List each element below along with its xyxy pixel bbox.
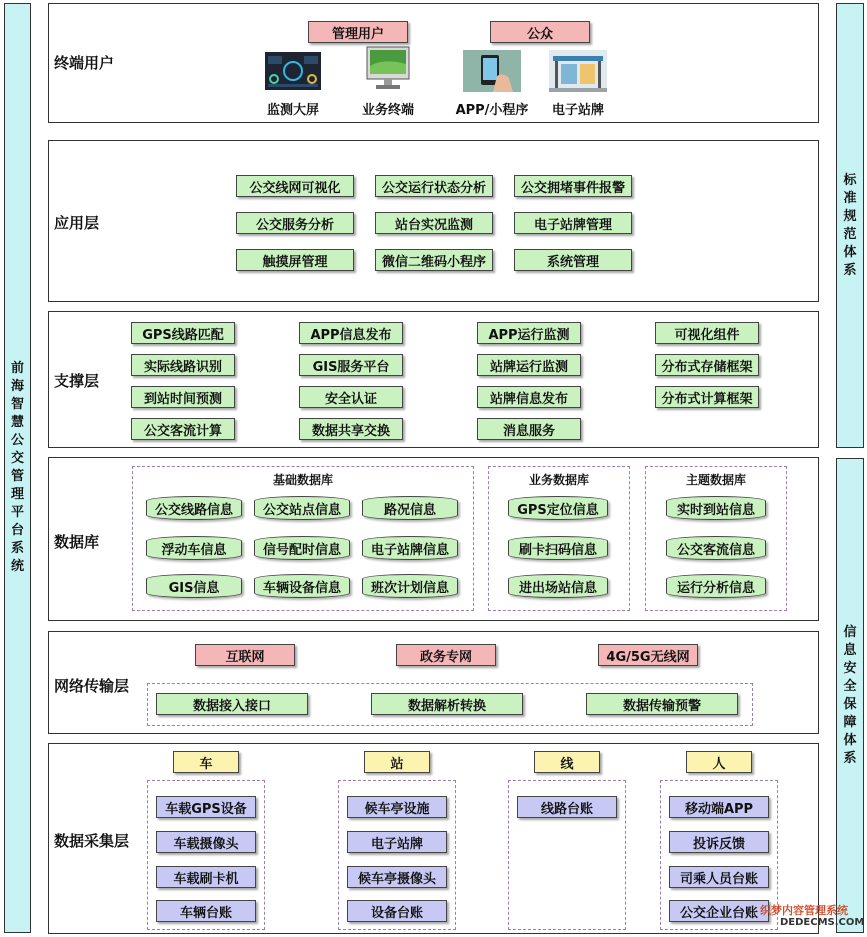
collection-group-title: 站 (364, 751, 430, 773)
terminal-layer (48, 3, 819, 123)
right-standard-label: 标准规范体系 (843, 172, 857, 278)
collection-item: 车辆台账 (156, 900, 256, 922)
support-item: APP运行监测 (477, 322, 581, 344)
db-item: 公交客流信息 (666, 536, 766, 560)
collection-item: 移动端APP (669, 796, 769, 818)
collection-item: 车载GPS设备 (156, 796, 256, 818)
user-label: 监测大屏 (266, 103, 319, 118)
left-system-bar (4, 3, 31, 933)
collection-item: 设备台账 (347, 900, 447, 922)
collection-item: 公交企业台账 (669, 900, 769, 922)
network-title: 网络传输层 (54, 677, 130, 695)
support-item: 实际线路识别 (131, 354, 235, 376)
user-business-terminal (343, 46, 433, 118)
app-item: 微信二维码小程序 (375, 249, 493, 271)
support-item: 数据共享交换 (299, 418, 403, 440)
user-label: 业务终端 (361, 103, 414, 118)
support-item: 站牌信息发布 (477, 386, 581, 408)
left-system-label: 前海智慧公交管理平台系统 (10, 361, 24, 574)
desktop-computer-icon (359, 46, 417, 92)
collection-title: 数据采集层 (54, 832, 130, 850)
app-item: 公交线网可视化 (236, 175, 354, 197)
app-item: 电子站牌管理 (514, 212, 632, 234)
db-item: 路况信息 (362, 496, 458, 520)
db-item: 公交站点信息 (254, 496, 350, 520)
database-title: 数据库 (54, 533, 100, 551)
support-item: 站牌运行监测 (477, 354, 581, 376)
tag-public: 公众 (490, 21, 590, 43)
db-item: 公交线路信息 (146, 496, 242, 520)
right-security-bar (836, 458, 864, 933)
collection-item: 车载刷卡机 (156, 866, 256, 888)
collection-group-title: 车 (173, 751, 239, 773)
net-item: 4G/5G无线网 (598, 644, 698, 666)
support-item: 公交客流计算 (131, 418, 235, 440)
support-item: 分布式计算框架 (655, 386, 759, 408)
user-label: 电子站牌 (551, 103, 604, 118)
collection-item: 车载摄像头 (156, 831, 256, 853)
support-item: 到站时间预测 (131, 386, 235, 408)
net-process-item: 数据接入接口 (156, 693, 308, 715)
support-layer (48, 311, 819, 448)
support-item: GPS线路匹配 (131, 322, 235, 344)
app-item: 站台实况监测 (375, 212, 493, 234)
app-item: 系统管理 (514, 249, 632, 271)
support-item: 消息服务 (477, 418, 581, 440)
user-label: APP/小程序 (455, 103, 529, 118)
support-item: 分布式存储框架 (655, 354, 759, 376)
right-standard-bar (836, 3, 864, 448)
app-item: 公交运行状态分析 (375, 175, 493, 197)
application-layer (48, 140, 819, 302)
db-item: 进出场站信息 (508, 574, 608, 598)
collection-item: 候车亭设施 (347, 796, 447, 818)
bus-stop-icon (549, 50, 607, 92)
db-group-title: 业务数据库 (528, 473, 589, 487)
collection-item: 电子站牌 (347, 831, 447, 853)
collection-layer (48, 743, 819, 934)
app-item: 触摸屏管理 (236, 249, 354, 271)
smartphone-hand-icon (463, 50, 521, 92)
net-item: 政务专网 (396, 644, 496, 666)
collection-group-title: 线 (534, 751, 600, 773)
db-item: 浮动车信息 (146, 536, 242, 560)
db-item: 电子站牌信息 (362, 536, 458, 560)
db-item: 实时到站信息 (666, 496, 766, 520)
watermark-title: 织梦内容管理系统 (760, 904, 848, 917)
app-item: 公交服务分析 (236, 212, 354, 234)
net-process-item: 数据传输预警 (586, 693, 738, 715)
app-item: 公交拥堵事件报警 (514, 175, 632, 197)
tag-admin-users: 管理用户 (308, 21, 408, 43)
db-item: 信号配时信息 (254, 536, 350, 560)
db-group-title: 主题数据库 (685, 473, 746, 487)
collection-item: 候车亭摄像头 (347, 866, 447, 888)
db-item: GIS信息 (146, 574, 242, 598)
net-item: 互联网 (195, 644, 295, 666)
user-monitor-screen (248, 50, 338, 118)
support-item: GIS服务平台 (299, 354, 403, 376)
db-item: 车辆设备信息 (254, 574, 350, 598)
watermark-url: DEDECMS.COM (780, 917, 865, 928)
db-item: 班次计划信息 (362, 574, 458, 598)
db-item: 刷卡扫码信息 (508, 536, 608, 560)
user-app-miniprogram (447, 50, 537, 118)
collection-item: 投诉反馈 (669, 831, 769, 853)
right-security-label: 信息安全保障体系 (843, 624, 857, 766)
collection-item: 线路台账 (517, 796, 617, 818)
support-item: 可视化组件 (655, 322, 759, 344)
network-layer (48, 631, 819, 734)
support-title: 支撑层 (54, 372, 100, 390)
collection-group-title: 人 (686, 751, 752, 773)
support-item: 安全认证 (299, 386, 403, 408)
application-title: 应用层 (54, 214, 100, 232)
db-item: 运行分析信息 (666, 574, 766, 598)
collection-item: 司乘人员台账 (669, 866, 769, 888)
terminal-title: 终端用户 (54, 54, 115, 72)
db-group-title: 基础数据库 (272, 473, 333, 487)
user-e-stop-sign (533, 50, 623, 118)
net-process-item: 数据解析转换 (371, 693, 523, 715)
db-item: GPS定位信息 (508, 496, 608, 520)
monitor-screen-icon (264, 50, 322, 92)
database-layer (48, 457, 819, 621)
support-item: APP信息发布 (299, 322, 403, 344)
